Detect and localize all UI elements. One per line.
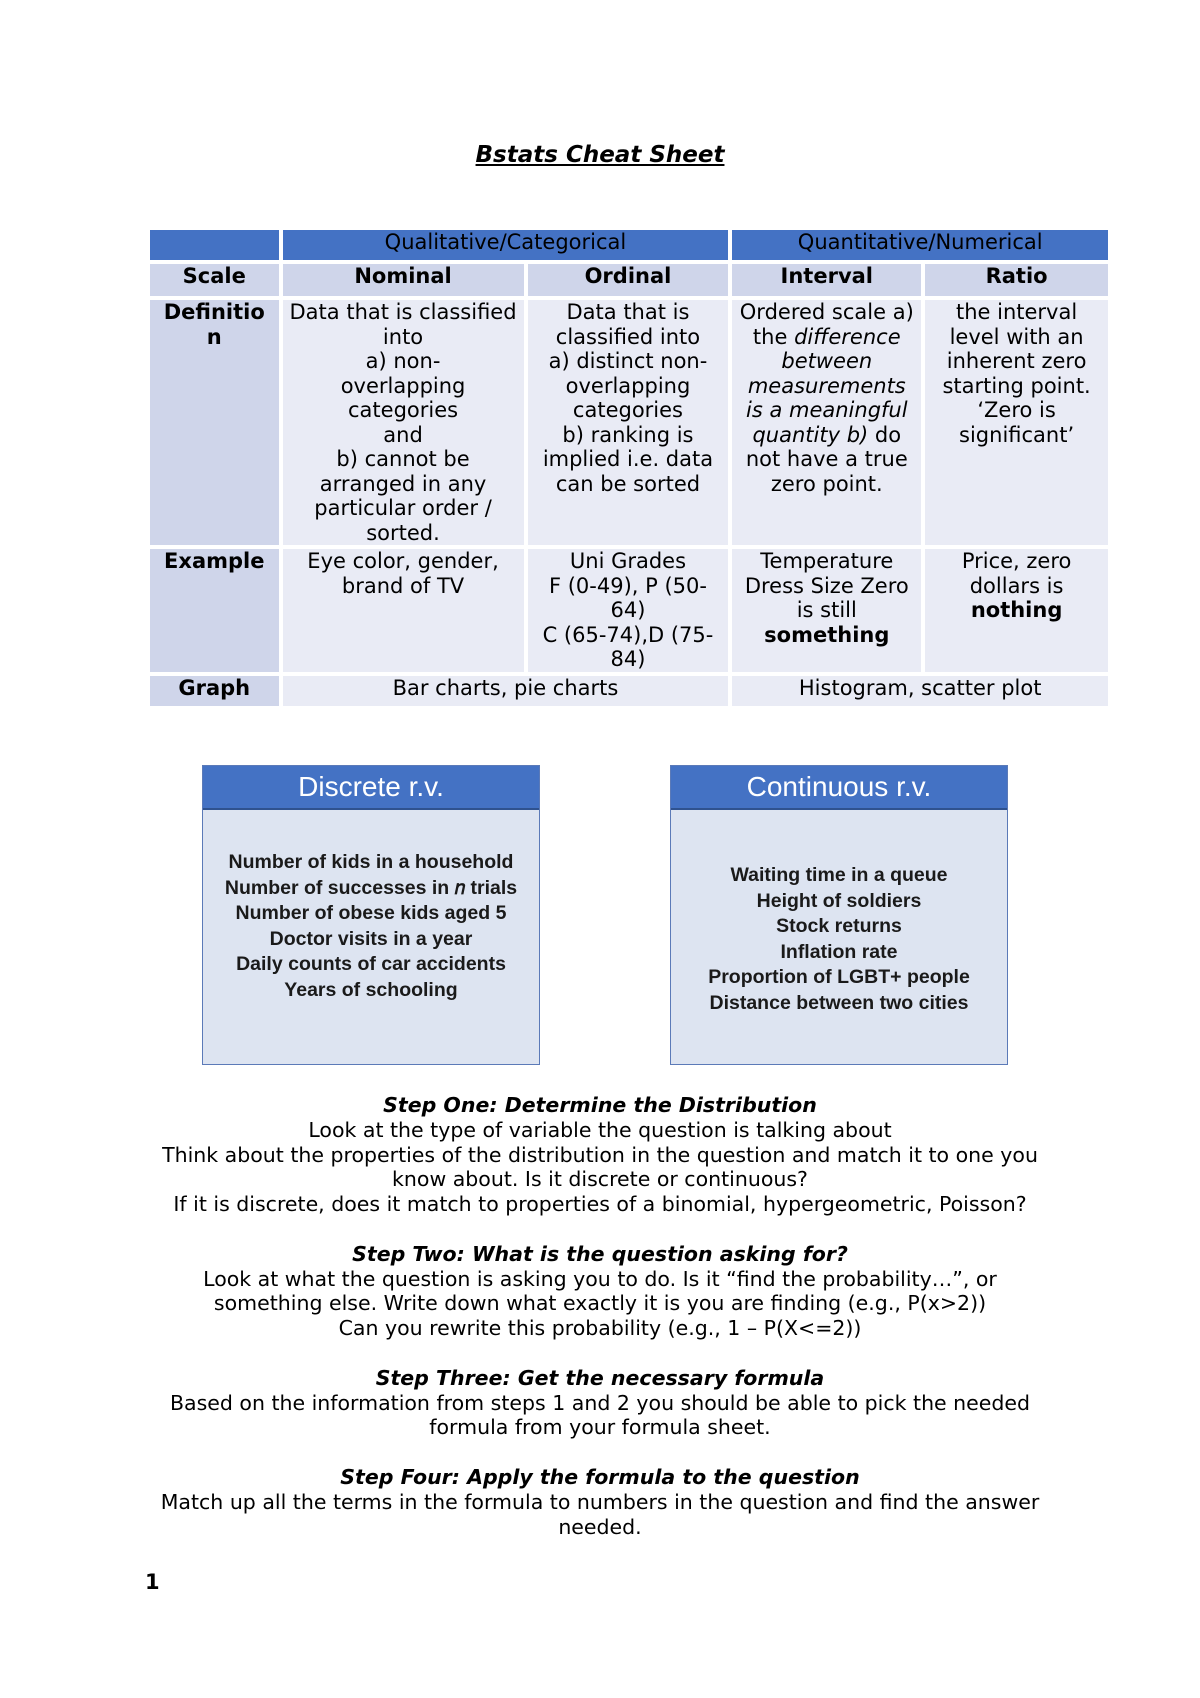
- step-four: [140, 1465, 1060, 1539]
- def-ordinal-line: implied i.e. data: [542, 447, 714, 471]
- step-line: Look at what the question is asking you to do. Is it “find the probability…”, or: [203, 1266, 997, 1291]
- def-nominal-line: a) non-: [365, 349, 441, 373]
- def-ordinal-line: b) ranking is: [562, 422, 694, 447]
- scales-table: [146, 230, 1112, 706]
- scale-nominal: Nominal: [283, 264, 524, 296]
- def-ratio-line: level with an: [949, 324, 1084, 349]
- def-nominal-line: overlapping: [340, 373, 466, 398]
- ex-ordinal-line: Uni Grades: [569, 549, 687, 573]
- header-blank-cell: [150, 230, 279, 260]
- ex-interval-bold: something: [764, 622, 890, 647]
- list-item: Waiting time in a queue: [730, 864, 948, 886]
- def-interval-emphasis: difference between measurements is a meaningful quantity: [746, 324, 908, 447]
- def-ratio-line: starting point.: [942, 373, 1091, 398]
- step-heading: Step Four: Apply the formula to the question: [340, 1464, 860, 1489]
- graph-label: Graph: [150, 676, 279, 706]
- step-heading: Step One: Determine the Distribution: [383, 1093, 817, 1117]
- list-item: Years of schooling: [284, 978, 458, 1001]
- step-heading: Step Two: What is the question asking for?: [352, 1241, 848, 1266]
- list-item: Height of soldiers: [756, 889, 922, 912]
- example-label: Example: [150, 549, 279, 672]
- step-line: know about. Is it discrete or continuous?: [392, 1167, 808, 1192]
- ex-ordinal-line: 84): [610, 647, 646, 671]
- header-qualitative: Qualitative/Categorical: [283, 230, 729, 260]
- step-line: Think about the properties of the distribution in the question and match it to one you: [162, 1142, 1038, 1167]
- definition-nominal: [283, 300, 524, 545]
- header-quantitative: Quantitative/Numerical: [732, 230, 1108, 260]
- def-nominal-line: and: [383, 422, 423, 447]
- step-heading: Step Three: Get the necessary formula: [375, 1365, 825, 1390]
- ex-interval-text: Temperature Dress Size Zero is still: [744, 549, 909, 622]
- graph-row: [150, 676, 1108, 706]
- def-interval-tail: do not have a true zero point.: [745, 422, 908, 496]
- continuous-rv-list: [671, 863, 1007, 1016]
- list-item: Doctor visits in a year: [269, 927, 473, 950]
- definition-row: [150, 300, 1108, 545]
- def-ordinal-line: Data that is: [566, 300, 690, 324]
- def-ordinal-line: categories: [572, 398, 683, 422]
- def-nominal-line: b) cannot be: [336, 447, 470, 471]
- ex-ordinal-line: 64): [610, 598, 646, 622]
- scale-interval: Interval: [732, 264, 921, 296]
- list-item: Inflation rate: [780, 940, 898, 963]
- step-line: Can you rewrite this probability (e.g., 1 – P(X<=2)): [338, 1316, 862, 1341]
- definition-label-text: Definitio n: [163, 300, 265, 349]
- step-line: Look at the type of variable the question is talking about: [308, 1117, 892, 1142]
- ex-ordinal-line: F (0-49), P (50-: [548, 573, 707, 598]
- discrete-rv-box: [202, 765, 540, 1065]
- def-interval-text: Ordered scale a) the: [739, 300, 914, 349]
- step-three: [140, 1366, 1060, 1440]
- def-ratio-line: ‘Zero is: [977, 398, 1056, 422]
- ex-ordinal-line: C (65-74),D (75-: [542, 622, 714, 647]
- continuous-rv-box: [670, 765, 1008, 1065]
- step-line: Based on the information from steps 1 and 2 you should be able to pick the needed: [169, 1390, 1031, 1415]
- discrete-rv-title: Discrete r.v.: [203, 766, 539, 810]
- def-nominal-line: categories: [348, 398, 459, 422]
- page-number: 1: [145, 1570, 160, 1594]
- list-item: Proportion of LGBT+ people: [708, 966, 970, 988]
- def-ordinal-line: overlapping: [565, 373, 691, 398]
- def-interval-b: b): [846, 422, 869, 447]
- list-item: Number of kids in a household: [228, 851, 514, 873]
- scale-label: Scale: [150, 264, 279, 296]
- example-ratio: [925, 549, 1108, 672]
- step-line: formula from your formula sheet.: [429, 1415, 771, 1440]
- graph-quantitative: Histogram, scatter plot: [732, 676, 1108, 706]
- example-interval: [732, 549, 921, 672]
- table-header-row: [150, 230, 1108, 260]
- def-nominal-line: arranged in any: [319, 471, 487, 496]
- def-nominal-line: Data that is classified into: [289, 300, 517, 349]
- step-one: [140, 1093, 1060, 1217]
- example-row: [150, 549, 1108, 672]
- definition-ratio: [925, 300, 1108, 545]
- list-item: Number of successes in 𝑛 trials: [224, 876, 518, 899]
- ex-ratio-text: Price, zero dollars is: [961, 549, 1072, 598]
- def-nominal-line: sorted.: [366, 520, 440, 545]
- def-ratio-line: the interval: [955, 300, 1078, 324]
- definition-interval: [732, 300, 921, 545]
- step-line: something else. Write down what exactly it is you are finding (e.g., P(x>2)): [213, 1291, 987, 1316]
- list-item: Daily counts of car accidents: [236, 953, 506, 975]
- steps-section: [140, 1093, 1060, 1564]
- example-nominal: Eye color, gender, brand of TV: [283, 549, 524, 672]
- def-ratio-line: significant’: [959, 422, 1075, 447]
- continuous-rv-title: Continuous r.v.: [671, 766, 1007, 810]
- def-ordinal-line: a) distinct non-: [548, 349, 708, 373]
- list-item: Stock returns: [776, 915, 902, 937]
- step-line: Match up all the terms in the formula to numbers in the question and find the answer: [160, 1489, 1040, 1514]
- document-title: Bstats Cheat Sheet: [475, 142, 725, 168]
- ex-ratio-bold: nothing: [970, 598, 1063, 622]
- def-nominal-line: particular order /: [314, 496, 492, 520]
- scale-row: [150, 264, 1108, 296]
- definition-ordinal: [528, 300, 729, 545]
- def-ordinal-line: can be sorted: [555, 471, 701, 496]
- def-ordinal-line: classified into: [555, 324, 701, 349]
- step-two: [140, 1242, 1060, 1341]
- graph-qualitative: Bar charts, pie charts: [283, 676, 729, 706]
- scale-ratio: Ratio: [925, 264, 1108, 296]
- def-ratio-line: inherent zero: [946, 349, 1087, 373]
- example-ordinal: [528, 549, 729, 672]
- list-item: Number of obese kids aged 5: [235, 902, 507, 924]
- list-item: Distance between two cities: [709, 991, 969, 1014]
- discrete-rv-list: [203, 850, 539, 1003]
- scale-ordinal: Ordinal: [528, 264, 729, 296]
- step-line: If it is discrete, does it match to properties of a binomial, hypergeometric, Poisson?: [173, 1192, 1027, 1217]
- step-line: needed.: [558, 1514, 642, 1539]
- definition-label: [150, 300, 279, 545]
